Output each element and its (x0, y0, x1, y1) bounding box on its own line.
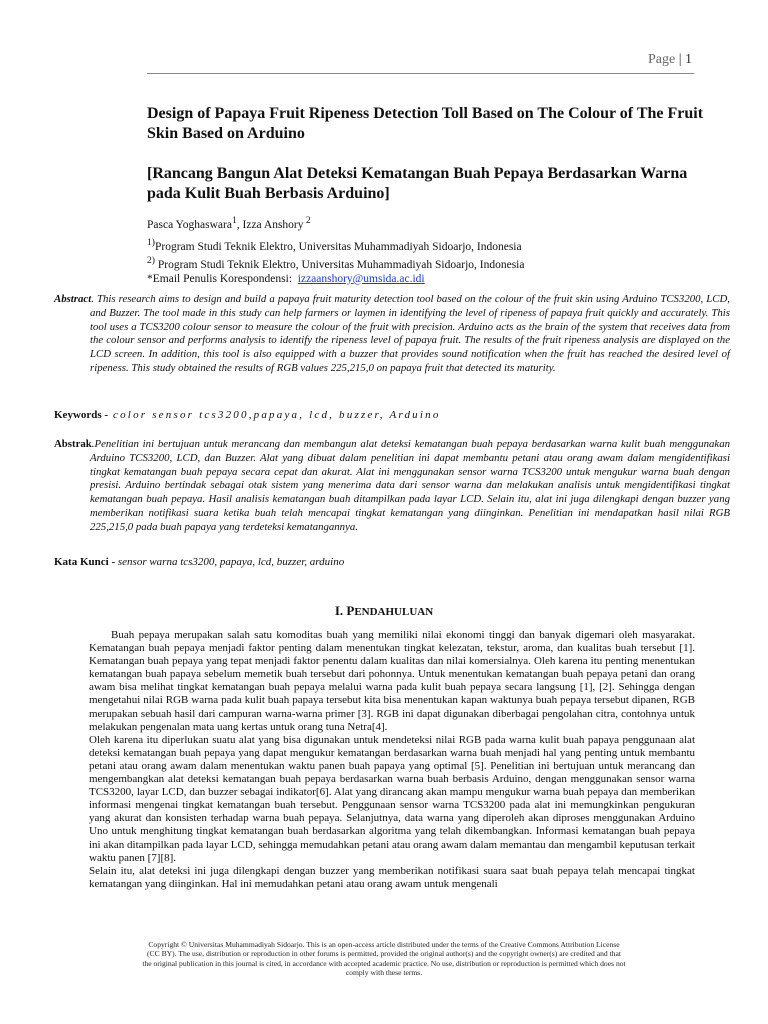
abstrak-text: .Penelitian ini bertujuan untuk merancang dan membangun alat deteksi kematangan buah pepaya berdasarkan warna kulit buah menggunakan Arduino TCS3200, LCD, dan Buzzer. Alat yang dibuat dalam penelitian ini dapat membantu petani atau orang awam dalam mengidentifikasi tingkat kematangan buah pepaya secara cepat dan akurat. Alat ini menggunakan sensor warna TCS3200 untuk mengukur warna buah dengan presisi. Arduino bertindak sebagai otak sistem yang menerima data dari sensor warna dan melakukan analisis untuk mengidentifikasi tingkat kematangan buah pepaya. Hasil analisis kematangan buah ditampilkan pada layar LCD. Selain itu, alat ini juga dilengkapi dengan buzzer yang memberikan notifikasi suara ketika buah telah mencapai tingkat kematangan yang diinginkan. Penelitian ini mendapatkan hasil nilai RGB 225,215,0 pada buah papaya yang terdeteksi kematangannya. (90, 438, 730, 533)
page-number (648, 52, 692, 68)
title-indonesian: [Rancang Bangun Alat Deteksi Kematangan Buah Pepaya Berdasarkan Warna pada Kulit Buah Berbasis Arduino] (147, 165, 688, 202)
abstract-text: . This research aims to design and build a papaya fruit maturity detection tool based on the colour of the fruit skin using Arduino TCS3200, LCD, and Buzzer. The tool made in this study can help farmers or laymen in identifying the level of ripeness of papaya fruit quickly and accurately. This tool uses a TCS3200 colour sensor to measure the colour of the fruit with precision. Arduino acts as the brain of the system that receives data from the colour sensor and performs analysis to identify the ripeness level of papaya fruit. The results of the fruit ripeness analysis are displayed on the LCD screen. In addition, this tool is also equipped with a buzzer that provides sound notification when the fruit has reached the desired level of ripeness. This study obtained the results of RGB values 225,215,0 on papaya fruit that detected its maturity. (90, 293, 730, 374)
affiliation-1-text: Program Studi Teknik Elektro, Universitas Muhammadiyah Sidoarjo, Indonesia (154, 240, 522, 253)
keywords-label: Keywords - (54, 409, 109, 421)
author-separator: , (236, 218, 243, 231)
affiliation-1-sup: 1) (147, 237, 155, 248)
page-number-value: 1 (685, 52, 692, 67)
footer-line-4: comply with these terms. (345, 968, 423, 978)
affiliation-1 (147, 236, 524, 254)
page-label: Page (647, 52, 676, 67)
keywords-text: color sensor tcs3200,papaya, lcd, buzzer, Arduino (108, 409, 441, 421)
keywords-english (54, 408, 441, 422)
author-2-sup: 2 (303, 215, 311, 226)
header-rule (147, 73, 694, 74)
authors (147, 214, 311, 232)
affiliation-2-sup: 2) (147, 255, 155, 267)
body-paragraph-2: Oleh karena itu diperlukan suatu alat yang bisa digunakan untuk mendeteksi nilai RGB pada warna kulit buah papaya penggunaan alat deteksi kematangan buah pepaya yang dapat mengukur kematangan berdasarkan warna buah menjadi hal yang penting untuk membantu petani atau orang awam dalam menentukan waktu panen buah papaya yang optimal [5]. Penelitian ini bertujuan untuk merancang dan mengembangkan alat deteksi kematangan buah pepaya berdasarkan warna buah berbasis Arduino, dengan menggunakan sensor warna TCS3200, layar LCD, dan buzzer sebagai indikator[6]. Alat yang dirancang akan mampu mengukur warna buah pepaya dan memberikan informasi mengenai tingkat kematangan buah tersebut. Penggunaan sensor warna TCS3200 pada alat ini memungkinkan pengukuran yang akurat dan konsisten terhadap warna buah pepaya. Selanjutnya, data warna yang diperoleh akan diproses menggunakan Arduino Uno untuk menghitung tingkat kematangan buah berdasarkan algoritma yang telah dikembangkan. Informasi kematangan buah pepaya ini akan ditampilkan pada layar LCD, sehingga memudahkan petani atau orang awam dalam memantau dan mengambil keputusan terkait waktu panen [7][8]. (89, 733, 695, 864)
abstrak-label: Abstrak (54, 438, 92, 450)
author-2-name: Izza Anshory (242, 218, 304, 231)
kata-kunci-text: sensor warna tcs3200, papaya, lcd, buzzer, arduino (115, 556, 345, 568)
email-line (147, 273, 524, 287)
footer-line-1: Copyright © Universitas Muhammadiyah Sidoarjo. This is an open-access article distributed under the terms of the Creative Commons Attribution License (148, 940, 620, 949)
copyright-footer (110, 940, 658, 978)
footer-line-3: the original publication in this journal is cited, in accordance with accepted academic practice. No use, distribution or reproduction is permitted which does not (142, 958, 626, 968)
section-number: I. P (334, 603, 355, 618)
footer-line-2: (CC BY). The use, distribution or reproduction in other forums is permitted, provided the original author(s) and the copyright owner(s) are credited and that (147, 949, 621, 959)
author-1-name: Pasca Yoghaswara (147, 218, 232, 231)
kata-kunci-label: Kata Kunci - (54, 556, 116, 568)
abstract-english (54, 293, 730, 376)
introduction-body (89, 629, 695, 891)
page-separator: | (678, 52, 682, 67)
body-paragraph-1: Buah pepaya merupakan salah satu komoditas buah yang memiliki nilai ekonomi tinggi dan banyak digemari oleh masyarakat. Kematangan buah pepaya menjadi faktor penting dalam menentukan tingkat kelezatan, tekstur, aroma, dan kualitas buah tersebut [1]. Kematangan buah pepaya yang tepat menjadi faktor penentu dalam kualitas dan nilai komersialnya. Oleh karena itu penting menentukan kematangan buah papaya sebelum memetik buah tersebut dari pohonnya. Untuk menentukan kematangan buah pepaya petani dan orang awam bisa melihat tingkat kematangan buah pepaya melalui warna pada kulit buah pepaya secara langsung [1], [2]. Sehingga dengan mengetahui nilai RGB warna pada kulit buah papaya tersebut kita bisa menentukan kapan waktunya buah pepaya tersebut dipanen, RGB merupakan sebuah hasil dari campuran warna-warna primer [3]. RGB ini dapat digunakan diberbagai pengolahan citra, contohnya untuk melakukan pengenalan mata uang kertas untuk orang tuna Netra[4]. (89, 629, 695, 733)
abstract-indonesian (54, 438, 730, 534)
section-title-rest: ENDAHULUAN (354, 606, 434, 618)
body-paragraph-3: Selain itu, alat deteksi ini juga dilengkapi dengan buzzer yang memberikan notifikasi suara saat buah pepaya telah mencapai tingkat kematangan yang diinginkan. Hal ini memudahkan petani atau orang awam untuk mengenali (89, 864, 695, 890)
title-english: Design of Papaya Fruit Ripeness Detection Toll Based on The Colour of The Fruit Skin Based on Arduino (147, 105, 704, 142)
affiliation-2-text: Program Studi Teknik Elektro, Universitas Muhammadiyah Sidoarjo, Indonesia (154, 259, 525, 272)
section-heading-pendahuluan (0, 603, 768, 619)
author-1-sup: 1 (231, 215, 237, 226)
email-link[interactable]: izzaanshory@umsida.ac.idi (297, 272, 425, 285)
affiliations (147, 236, 524, 286)
keywords-indonesian (54, 555, 344, 569)
abstract-label: Abstract (54, 293, 92, 305)
affiliation-2 (147, 254, 524, 272)
email-label: *Email Penulis Korespondensi: (147, 272, 293, 285)
